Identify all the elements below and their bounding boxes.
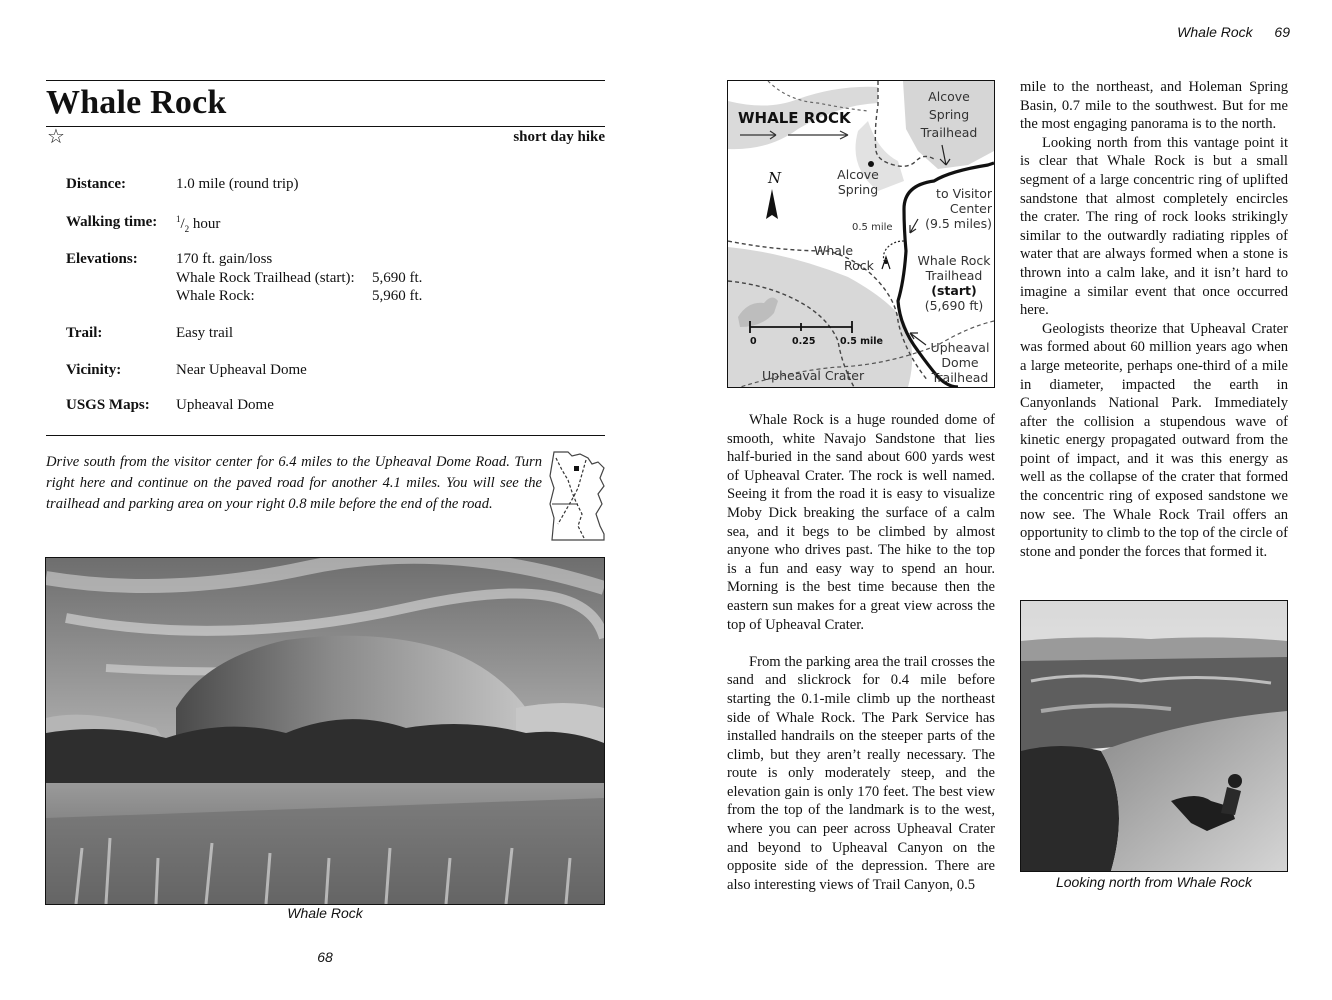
locator-map: [548, 448, 608, 544]
label-distance-marker: 0.5 mile: [852, 222, 893, 233]
vicinity-label: Vicinity: [66, 362, 117, 378]
walking-num: 1: [176, 214, 181, 224]
elev-top-name: Whale Rock:: [176, 288, 255, 304]
distance-value: 1.0 mile (round trip): [176, 176, 299, 192]
label-upheaval-crater: Upheaval Crater: [762, 368, 865, 383]
elev-start-name: Whale Rock Trailhead (start):: [176, 270, 355, 286]
body-paragraph-4: Looking north from this vantage point it is clear that Whale Rock is but a small segment of a large concentric ring of uplifted sandstone that almost completely encircles the crater. The ring of rock looks strikingly similar to the outwardly radiating ripples of water that are always formed when a stone is thrown into a calm lake, and it isn’t hard to imagine a similar event that once occurred here.: [1020, 134, 1288, 319]
whale-rock-photo-caption: Whale Rock: [287, 905, 363, 921]
star-outline-icon: ☆: [47, 126, 65, 148]
hike-type: short day hike: [513, 129, 605, 145]
title-rule: [46, 126, 605, 127]
looking-north-photo: [1020, 600, 1288, 872]
label-whale-rock-trailhead: Whale Rock Trailhead (start) (5,690 ft): [917, 253, 991, 313]
maps-value: Upheaval Dome: [176, 397, 274, 413]
trail-map: [727, 80, 995, 388]
walking-den: 2: [184, 224, 190, 234]
north-arrow-label: N: [768, 169, 782, 187]
elev-top: [176, 288, 476, 305]
walking-value: $^1/_2$ hour: [176, 214, 221, 234]
top-rule: [46, 80, 605, 81]
body-paragraph-2: From the parking area the trail crosses the sand and slickrock for 0.4 mile before starting the 0.1-mile climb up the northeast side of Whale Rock. The Park Service has installed handrails on the steeper parts of the climb, but they aren’t really necessary. The route is only moderately steep, and the elevation gain is only 170 feet. The best view from the top of the landmark is to the west, where you can peer across Upheaval Crater and beyond to Upheaval Canyon on the opposite side of the depression. There are also interesting views of Trail Canyon, 0.5: [727, 653, 995, 893]
scale-0-5-mile: 0.5 mile: [840, 336, 883, 347]
page-title: Whale Rock: [46, 84, 227, 121]
trail-value: Easy trail: [176, 325, 234, 341]
body-paragraph-1: Whale Rock is a huge rounded dome of smooth, white Navajo Sandstone that lies half-buried in the sand about 600 yards west of Upheaval Crater. The rock is well named. Seeing it from the road it is easy to visualize Moby Dick breaking the surface of a calm sea, and it begs to be climbed by almost anyone who drives past. The hike to the top is a fun and easy way to spend an hour. Morning is the best time because then the eastern sun makes for a great view across the top of Upheaval Crater.: [727, 412, 995, 633]
label-whale-rock: Whale Rock: [814, 243, 874, 273]
body-column-center: [727, 411, 995, 894]
body-column-right: [1020, 78, 1288, 561]
running-head-title: Whale Rock: [1177, 24, 1253, 40]
label-alcove-spring-trailhead: Alcove Spring Trailhead: [920, 89, 978, 140]
driving-directions: Drive south from the visitor center for 6.4 miles to the Upheaval Dome Road. Turn right here and continue on the paved road for another 4.1 miles. You will see the trailhead and parking area on your right 0.8 mile before the end of the road.: [46, 454, 542, 512]
elev-start-value: 5,690 ft.: [372, 270, 423, 286]
label-to-visitor-center: to Visitor Center (9.5 miles): [925, 186, 992, 231]
elev-top-value: 5,960 ft.: [372, 288, 423, 304]
map-title: WHALE ROCK: [738, 109, 851, 127]
section-rule: [46, 435, 605, 436]
scale-0-25: 0.25: [792, 336, 816, 347]
whale-rock-photo-image: [46, 558, 604, 904]
looking-north-photo-caption: Looking north from Whale Rock: [1055, 874, 1253, 890]
maps-label: USGS Maps: [66, 397, 145, 413]
elev-gain: 170 ft. gain/loss: [176, 251, 273, 267]
trail-label: Trail: [66, 325, 98, 341]
page-number-left: 68: [317, 949, 333, 965]
walking-label: Walking time: [66, 214, 153, 230]
distance-label: Distance: [66, 176, 121, 192]
label-alcove-spring: Alcove Spring: [837, 167, 879, 197]
scale-0: 0: [750, 336, 757, 347]
running-head: [1130, 24, 1290, 40]
label-upheaval-dome-trailhead: Upheaval Dome Trailhead: [930, 340, 990, 385]
elev-start: [176, 270, 476, 287]
body-paragraph-3: mile to the northeast, and Holeman Spring Basin, 0.7 mile to the southwest. But for me the most engaging panorama is to the north.: [1020, 79, 1288, 133]
vicinity-value: Near Upheaval Dome: [176, 362, 307, 378]
walking-unit: hour: [189, 216, 221, 232]
whale-rock-photo: [45, 557, 605, 905]
body-paragraph-5: Geologists theorize that Upheaval Crater was formed about 60 million years ago when a large meteorite, perhaps one-third of a mile in diameter, impacted the earth in Canyonlands National Park. Immediately after the collision a stupendous wave of kinetic energy propagated outward from the point of impact, and it was this energy as well as the collapse of the crater that formed the concentric ring of exposed sandstone we now see. The Whale Rock Trail offers an opportunity to climb to the top of the circle of stone and ponder the forces that formed it.: [1020, 320, 1288, 560]
elev-label: Elevations: [66, 251, 133, 267]
running-head-page: 69: [1274, 24, 1290, 40]
looking-north-photo-image: [1021, 601, 1287, 871]
